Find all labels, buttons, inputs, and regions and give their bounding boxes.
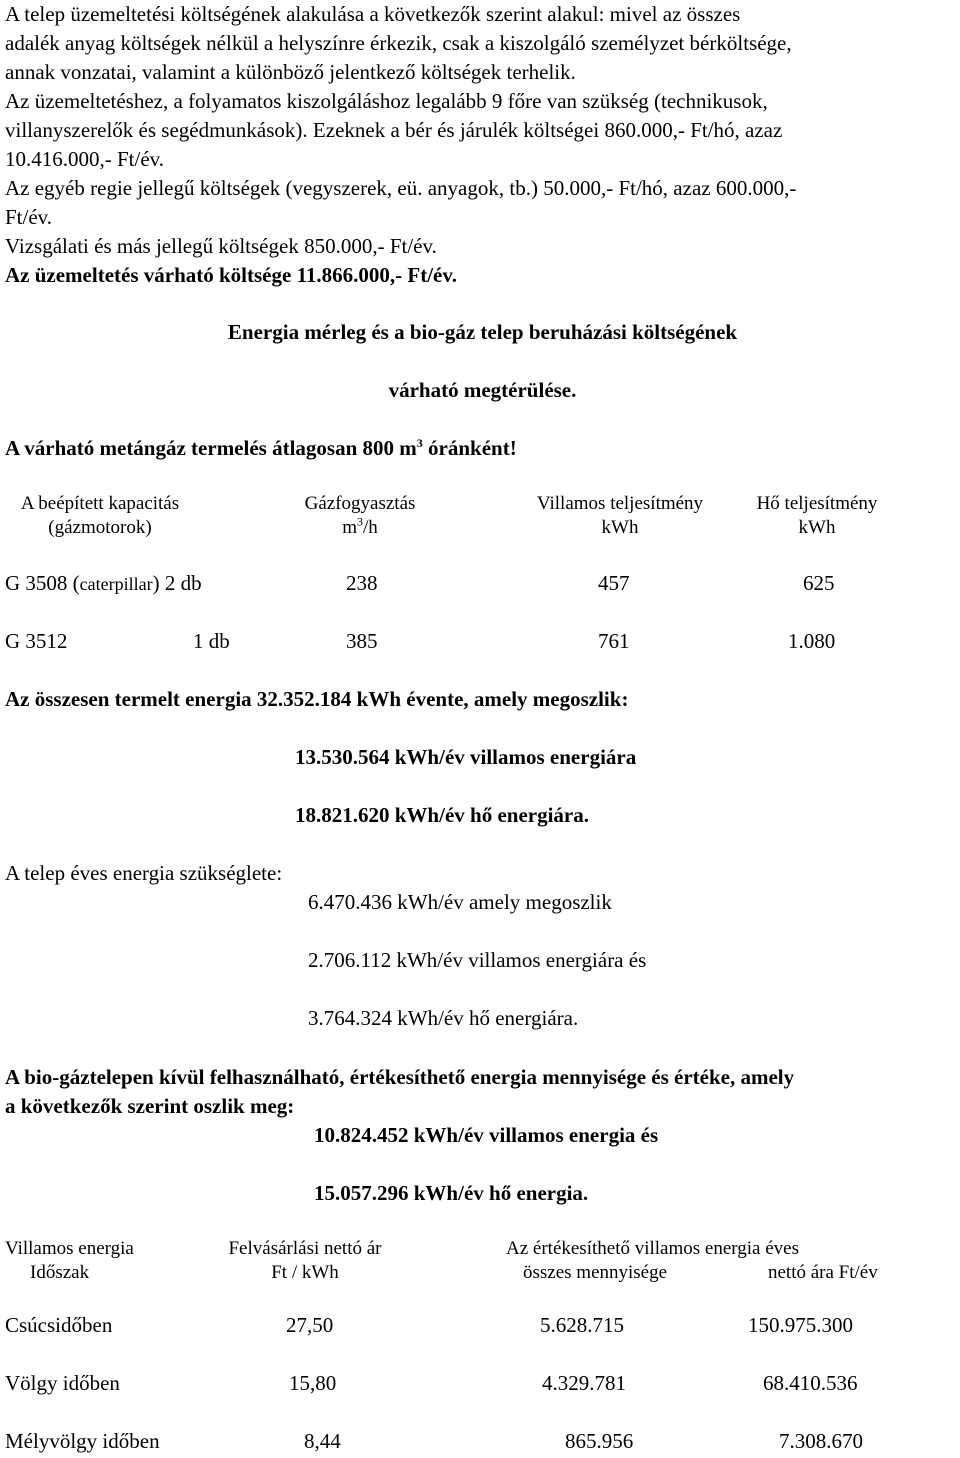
external-electric: 10.824.452 kWh/év villamos energia és [314,1123,659,1147]
price-row-period: Mélyvölgy időben [5,1429,160,1453]
external-intro: A bio-gáztelepen kívül felhasználható, értékesíthető energia mennyisége és értéke, amely a következők szerint oszlik meg: [5,1065,795,1118]
price-row-value: 150.975.300 [748,1313,853,1337]
capacity-header-engines: A beépített kapacitás (gázmotorok) [20,493,180,538]
intro-paragraph-3 [5,174,796,232]
capacity-row-heat: 1.080 [788,629,836,653]
intro-line: A telep üzemeltetési költségének alakulása a következők szerint alakul: mivel az összes [5,2,741,26]
price-header-quantity: Az értékesíthető villamos energia éves összes mennyisége [506,1238,799,1283]
external-heat: 15.057.296 kWh/év hő energia. [314,1181,589,1205]
intro-line: Az üzemeltetéshez, a folyamatos kiszolgáláshoz legalább 9 főre van szükség (technikusok, [5,89,768,113]
price-header-period: Villamos energia Időszak [5,1238,134,1283]
intro-line: 10.416.000,- Ft/év. [5,147,165,171]
intro-line: annak vonzatai, valamint a különböző jelentkező költségek terhelik. [5,60,576,84]
operating-cost-total: Az üzemeltetés várható költsége 11.866.000,- Ft/év. [5,263,457,287]
intro-paragraph-4: Vizsgálati és más jellegű költségek 850.000,- Ft/év. [5,234,437,258]
capacity-row-electric: 761 [598,629,630,653]
section-title-line-2: várható megtérülése. [388,378,577,402]
total-energy-heat: 18.821.620 kWh/év hő energiára. [295,803,589,827]
intro-line: villanyszerelők és segédmunkások). Ezeknek a bér és járulék költségei 860.000,- Ft/hó, azaz [5,118,783,142]
capacity-row-count: 1 db [193,629,230,653]
methane-production: A várható metángáz termelés átlagosan 800 $m^3$ óránként! [5,436,517,460]
total-energy-electric: 13.530.564 kWh/év villamos energiára [295,745,637,769]
price-row-period: Csúcsidőben [5,1313,113,1337]
price-row-price: 8,44 [304,1429,341,1453]
price-row-value: 68.410.536 [763,1371,858,1395]
capacity-row-electric: 457 [598,571,630,595]
capacity-row-name: G 3512 [5,629,68,653]
site-need-intro: A telep éves energia szükséglete: [5,861,283,885]
site-need-heat: 3.764.324 kWh/év hő energiára. [308,1006,579,1030]
capacity-row-gas: 385 [346,629,378,653]
capacity-header-gas: Gázfogyasztás $m^3/h$ [304,493,416,538]
capacity-header-electric: Villamos teljesítmény kWh [536,493,704,538]
intro-line: Az egyéb regie jellegű költségek (vegyszerek, eü. anyagok, tb.) 50.000,- Ft/hó, azaz 600.000,- [5,176,797,200]
intro-line: adalék anyag költségek nélkül a helyszínre érkezik, csak a kiszolgáló személyzet bérköltsége, [5,31,792,55]
price-row-price: 27,50 [286,1313,334,1337]
price-row-price: 15,80 [289,1371,337,1395]
capacity-row-name: G 3508 (caterpillar) 2 db [5,571,202,595]
capacity-row-heat: 625 [803,571,835,595]
price-row-quantity: 865.956 [565,1429,634,1453]
price-row-quantity: 4.329.781 [542,1371,626,1395]
section-title-line-1: Energia mérleg és a bio-gáz telep beruházási költségének [227,320,738,344]
intro-paragraph-2 [5,87,782,174]
price-row-quantity: 5.628.715 [540,1313,624,1337]
site-need-electric: 2.706.112 kWh/év villamos energiára és [308,948,647,972]
site-need-total: 6.470.436 kWh/év amely megoszlik [308,890,612,914]
capacity-header-heat: Hő teljesítmény kWh [756,493,878,538]
price-row-value: 7.308.670 [779,1429,863,1453]
intro-line: Ft/év. [5,205,53,229]
capacity-row-gas: 238 [346,571,378,595]
total-energy-intro: Az összesen termelt energia 32.352.184 kWh évente, amely megoszlik: [5,687,629,711]
price-header-value: nettó ára Ft/év [768,1262,878,1283]
price-header-price: Felvásárlási nettó ár Ft / kWh [228,1238,382,1283]
intro-paragraph-1 [5,0,792,87]
price-row-period: Völgy időben [5,1371,120,1395]
